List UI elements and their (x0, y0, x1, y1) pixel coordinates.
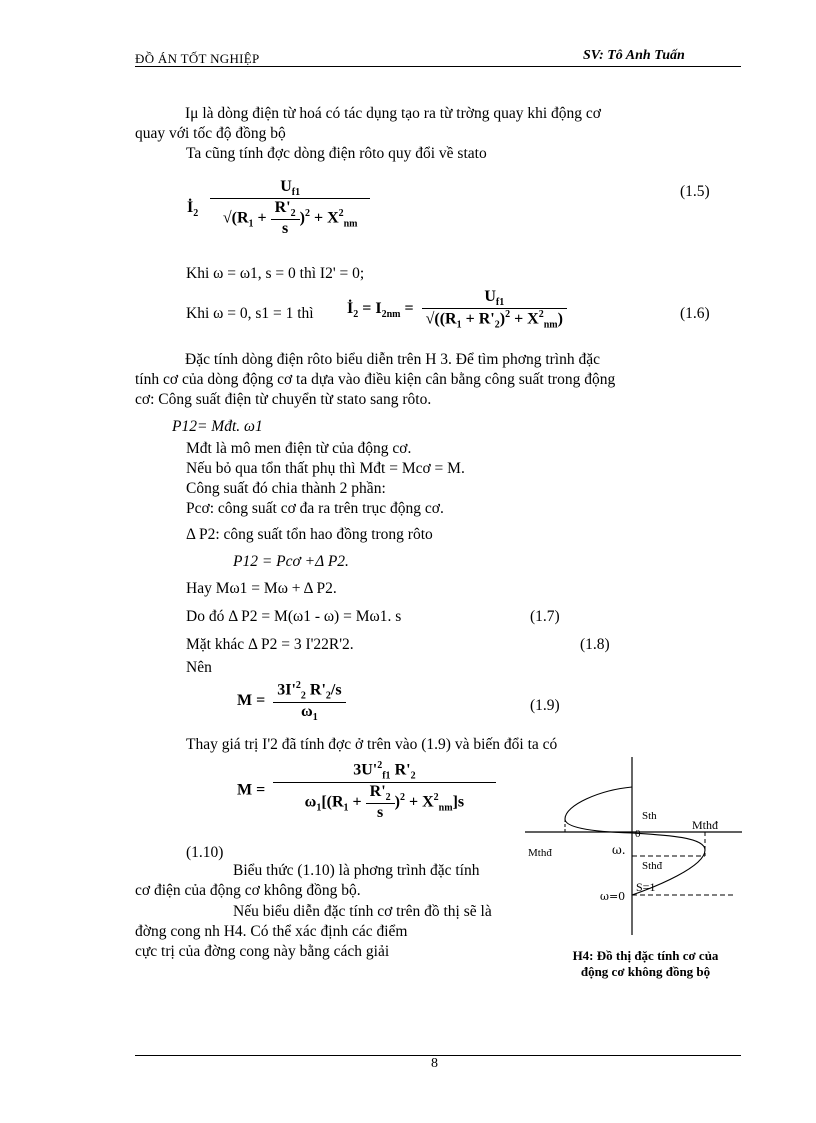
omega-zero-label: ω=0 (600, 890, 626, 903)
figure-caption-line-2: động cơ không đồng bộ (580, 964, 711, 979)
figure-caption-line-1: H4: Đồ thị đặc tính cơ của (572, 948, 719, 963)
sth-label: Sth (642, 810, 657, 822)
header-rule (135, 66, 741, 67)
line-power-sum: P12 = Pcơ +Δ P2. (233, 553, 349, 570)
line-delta-p2: Δ P2: công suất tổn hao đồng trong rôto (186, 526, 433, 543)
line-hay: Hay Mω1 = Mω + Δ P2. (186, 580, 337, 597)
line-cong-suat: Công suất đó chia thành 2 phần: (186, 480, 386, 497)
paragraph-1-line-2: quay với tốc độ đồng bộ (135, 125, 286, 142)
mthd-left-label: Mthđ (528, 847, 552, 859)
line-nen: Nên (186, 659, 212, 676)
line-do-do: Do đó Δ P2 = M(ω1 - ω) = Mω1. s (186, 608, 402, 625)
condition-line-1: Khi ω = ω1, s = 0 thì I2' = 0; (186, 265, 365, 282)
paragraph-3-line-1: Đặc tính dòng điện rôto biểu diễn trên H 3. Để tìm phơng trình đặc (185, 351, 600, 368)
equation-number-1-6: (1.6) (680, 305, 710, 322)
footer-rule (135, 1055, 741, 1056)
line-p12: P12= Mđt. ω1 (172, 418, 263, 435)
paragraph-5-line-1: Nếu biểu diễn đặc tính cơ trên đồ thị sẽ là (233, 903, 492, 920)
line-mat-khac: Mặt khác Δ P2 = 3 I'22R'2. (186, 636, 354, 653)
figure-caption (548, 948, 743, 980)
page-number: 8 (431, 1056, 438, 1071)
paragraph-3-line-3: cơ: Công suất điện từ chuyển từ stato sang rôto. (135, 391, 432, 408)
header-author: SV: Tô Anh Tuấn (583, 48, 685, 63)
line-pco: Pcơ: công suất cơ đa ra trên trục động cơ. (186, 500, 444, 517)
equation-number-1-9: (1.9) (530, 697, 560, 714)
sthd-label: Sthđ (642, 860, 663, 872)
torque-speed-figure (520, 755, 750, 940)
paragraph-4-line-1: Biểu thức (1.10) là phơng trình đặc tính (233, 862, 480, 879)
s1-label: S=1 (636, 880, 656, 894)
equation-1-6: $İ_2 = I_{2nm}$ = $\frac{U_{f1}}{√((R_1 + R'_2)^2 + X^2_{nm})}$ (347, 288, 567, 331)
equation-number-1-7: (1.7) (530, 608, 560, 625)
mthd-right-label: Mthđ (692, 818, 719, 832)
equation-1-5: $İ_2$ $U_{f1}$ $√(R_1$ + $\frac{R'_2}{s}$ )$^2 + X^2_{nm}$ (187, 178, 370, 238)
condition-line-2: Khi ω = 0, s1 = 1 thì (186, 305, 314, 322)
torque-curve (565, 787, 705, 895)
equation-number-1-8: (1.8) (580, 636, 610, 653)
paragraph-3 (135, 350, 741, 410)
header-left-title: ĐỒ ÁN TỐT NGHIỆP (135, 51, 260, 66)
line-thay-gia-tri: Thay giá trị I'2 đã tính đợc ở trên vào (1.9) và biến đổi ta có (186, 736, 558, 753)
line-mdt: Mđt là mô men điện từ của động cơ. (186, 440, 412, 457)
paragraph-2: Ta cũng tính đợc dòng điện rôto quy đổi về stato (186, 145, 487, 162)
equation-number-1-10: (1.10) (186, 844, 224, 861)
line-neu: Nếu bỏ qua tổn thất phụ thì Mđt = Mcơ = M. (186, 460, 465, 477)
equation-1-9: M = $\frac{3I'^2_2 R'_2/s}{\omega_1}$ (237, 680, 346, 723)
paragraph-5-line-3: cực trị của đờng cong này bằng cách giải (135, 943, 390, 960)
equation-number-1-5: (1.5) (680, 183, 710, 200)
origin-label: 0 (635, 828, 641, 840)
paragraph-3-line-2: tính cơ của dòng động cơ ta dựa vào điều kiện cân bằng công suất trong động (135, 371, 616, 388)
omega-label: ω. (612, 843, 626, 857)
paragraph-1-line-1: Iμ là dòng điện từ hoá có tác dụng tạo ra từ trờng quay khi động cơ (185, 105, 601, 122)
paragraph-5-line-2: đờng cong nh H4. Có thể xác định các điểm (135, 923, 408, 940)
equation-1-10: M = $3U'^2_{f1}$ $R'_2$ $\omega_1[(R_1$ + $\frac{R'_2}{s}$ )$^2 + X^2_{nm}]s$ (237, 760, 496, 822)
paragraph-4-line-2: cơ điện của động cơ không đồng bộ. (135, 882, 361, 899)
paragraph-1 (135, 104, 741, 144)
